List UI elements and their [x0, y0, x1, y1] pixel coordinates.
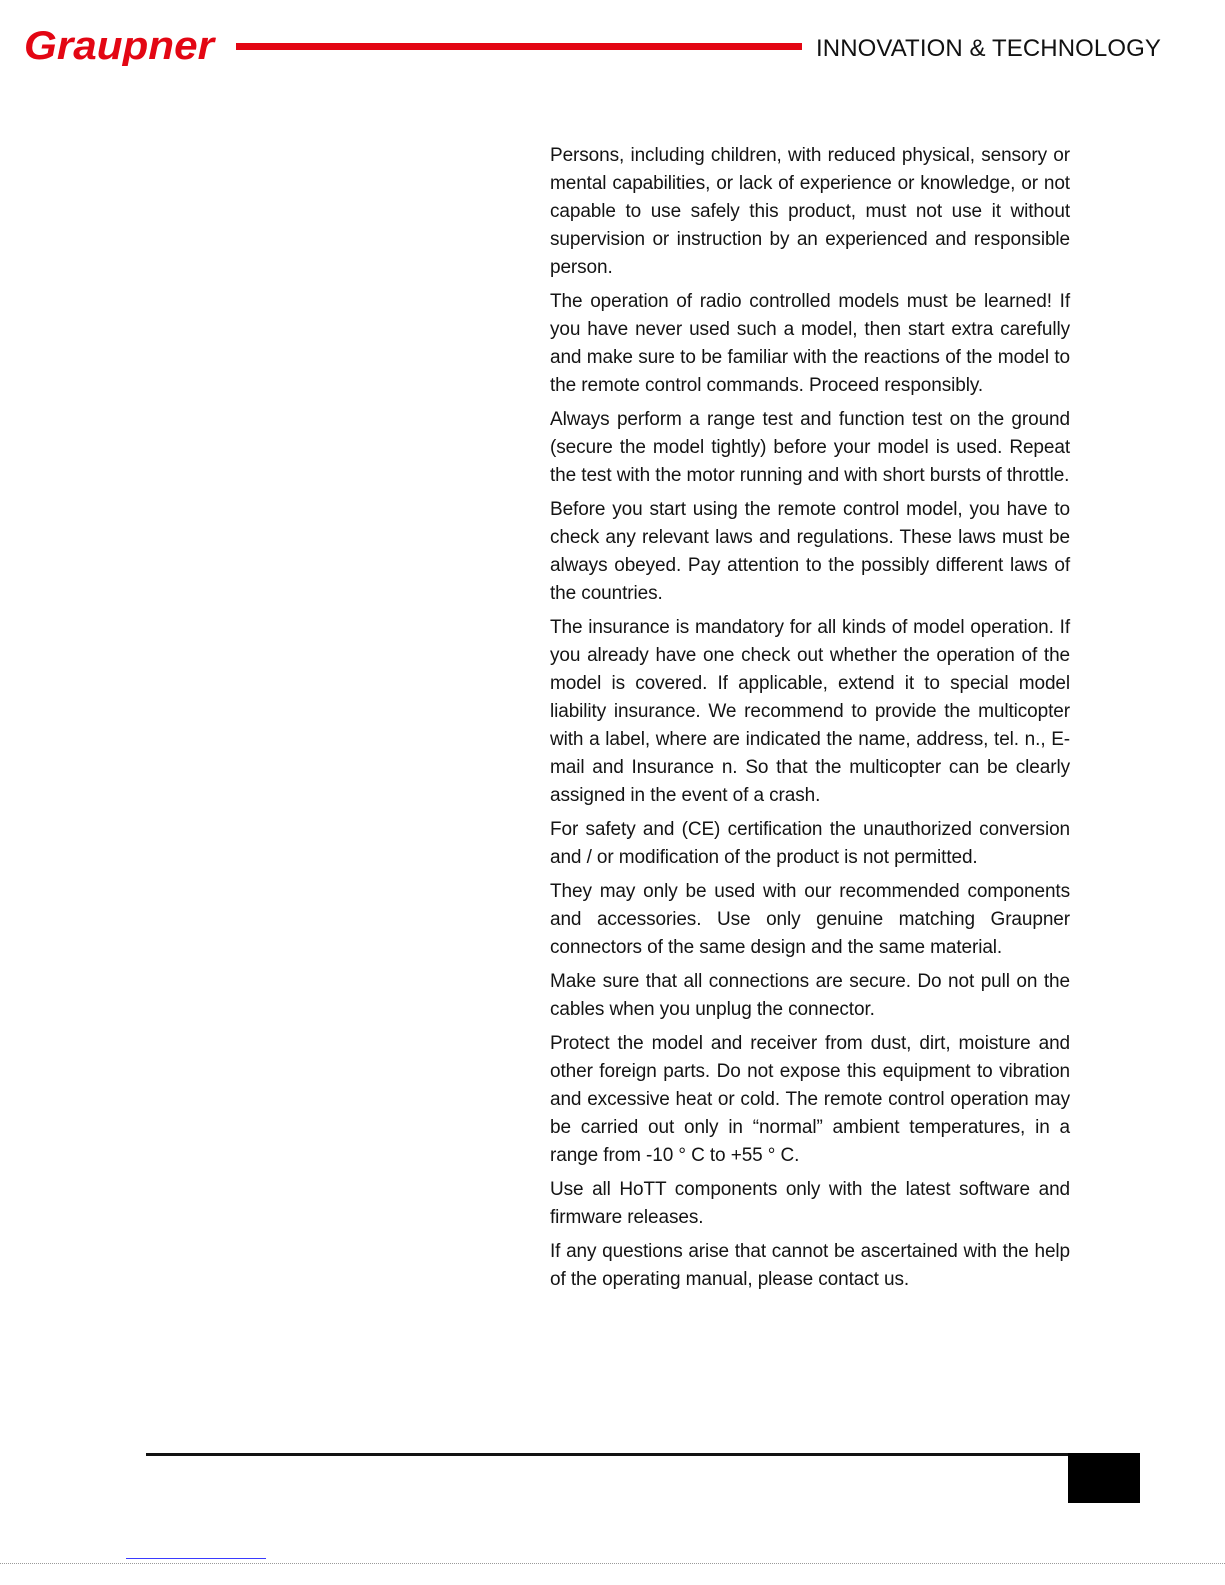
paragraph-protection: Protect the model and receiver from dust, dirt, moisture and other foreign parts. Do not expose this equipment to vibration and excessive heat or cold. The remote control operation may be carried out only in “normal” ambient temperatures, in a range from -10 ° C to +55 ° C.	[550, 1033, 1070, 1166]
paragraph-contact: If any questions arise that cannot be ascertained with the help of the operating manual, please contact us.	[550, 1241, 1070, 1290]
logo-wordmark: Graupner	[24, 26, 217, 66]
paragraph-learning: The operation of radio controlled models must be learned! If you have never used such a model, then start extra carefully and make sure to be familiar with the reactions of the model to the remote control commands. Proceed responsibly.	[550, 291, 1070, 396]
paragraph-supervision: Persons, including children, with reduced physical, sensory or mental capabilities, or lack of experience or knowledge, or not capable to use safely this product, must not use it without supervision or instruction by an experienced and responsible person.	[550, 145, 1070, 278]
bottom-dotted-border	[0, 1563, 1225, 1564]
graupner-logo	[22, 26, 218, 66]
paragraph-range-test: Always perform a range test and function test on the ground (secure the model tightly) before your model is used. Repeat the test with the motor running and with short bursts of throttle.	[550, 409, 1070, 486]
paragraph-firmware: Use all HoTT components only with the latest software and firmware releases.	[550, 1179, 1070, 1228]
body-text-column	[550, 142, 1070, 1300]
page-number-box	[1068, 1453, 1140, 1503]
paragraph-insurance: The insurance is mandatory for all kinds of model operation. If you already have one check out whether the operation of the model is covered. If applicable, extend it to special model liability insurance. We recommend to provide the multicopter with a label, where are indicated the name, address, tel. n., E-mail and Insurance n. So that the multicopter can be clearly assigned in the event of a crash.	[550, 617, 1070, 806]
header-tagline: INNOVATION & TECHNOLOGY	[816, 35, 1162, 62]
paragraph-connections: Make sure that all connections are secure. Do not pull on the cables when you unplug the connector.	[550, 971, 1070, 1020]
bottom-link-underline	[126, 1558, 266, 1559]
header-red-rule	[236, 43, 802, 50]
footer-rule	[146, 1453, 1140, 1456]
paragraph-laws: Before you start using the remote control model, you have to check any relevant laws and regulations. These laws must be always obeyed. Pay attention to the possibly different laws of the countries.	[550, 499, 1070, 604]
paragraph-ce-certification: For safety and (CE) certification the unauthorized conversion and / or modification of the product is not permitted.	[550, 819, 1070, 868]
paragraph-components: They may only be used with our recommended components and accessories. Use only genuine matching Graupner connectors of the same design and the same material.	[550, 881, 1070, 958]
